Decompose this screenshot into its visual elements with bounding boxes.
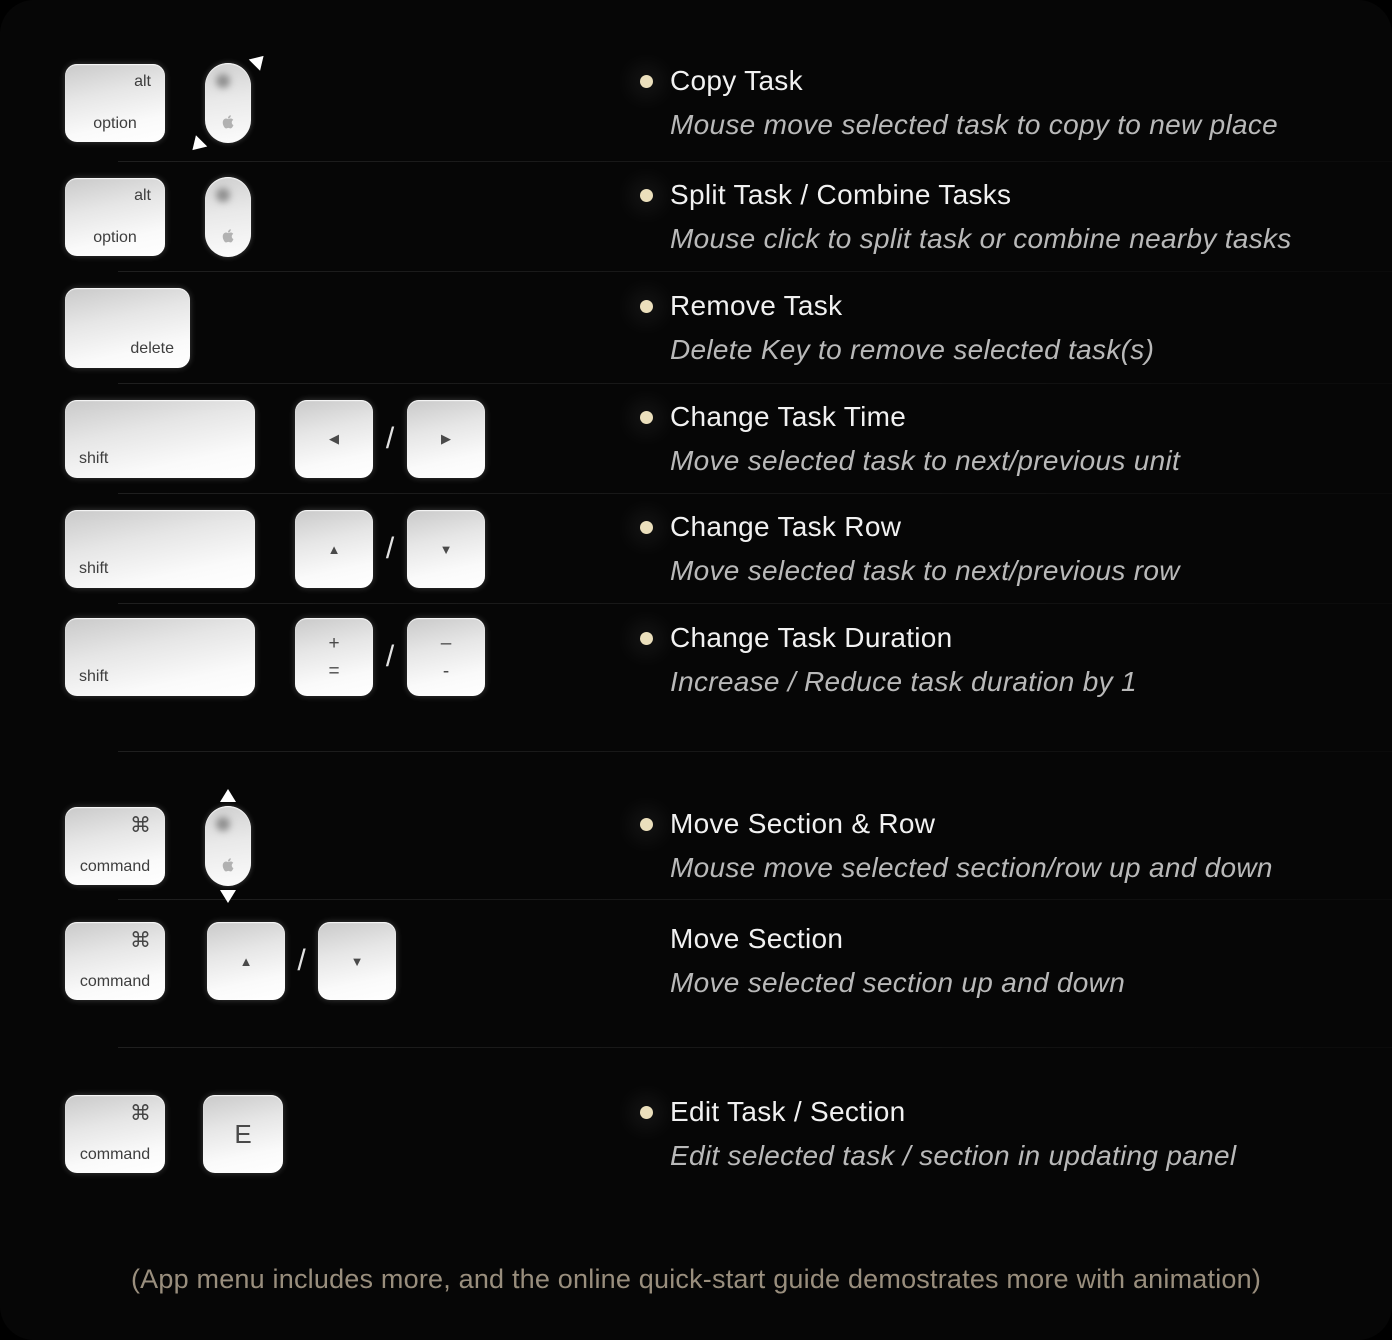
delete-key [65,288,190,368]
key-combo [65,400,640,478]
shortcut-title: Split Task / Combine Tasks [670,179,1012,210]
shortcut-subtitle: Mouse move selected task to copy to new place [670,109,1279,140]
up-arrow-key [295,510,373,588]
key-label: shift [79,560,109,577]
or-slash: / [385,640,395,673]
shortcut-row-move-section [0,900,1392,1048]
magic-mouse-icon [205,177,251,257]
shortcut-subtitle: Move selected section up and down [670,967,1126,998]
bullet-dot [640,1106,653,1119]
bullet-dot [640,632,653,645]
underscore-glyph: – [440,632,452,654]
mouse-scroll-dot [216,817,230,831]
shortcut-title: Change Task Duration [670,622,953,653]
shortcut-description [640,507,1392,591]
shortcut-description [640,1092,1392,1176]
up-arrow-icon: ▲ [239,953,253,969]
magic-mouse-icon [205,63,251,143]
bullet-dot [640,300,653,313]
magic-mouse-icon [205,806,251,886]
key-combo [65,177,640,257]
up-arrow-key [207,922,285,1000]
key-combo [65,618,640,696]
bullet-dot [640,818,653,831]
shortcut-row-split-task [0,162,1392,272]
key-label-top: alt [134,73,151,90]
shortcut-title: Move Section [670,923,844,954]
shortcut-title: Move Section & Row [670,808,936,839]
mouse-scroll-dot [216,74,230,88]
mouse-scroll-dot [216,188,230,202]
down-arrow-icon: ▼ [439,541,453,557]
down-arrow-key [407,510,485,588]
minus-glyph: - [442,660,450,682]
or-slash: / [297,944,306,977]
shortcut-row-copy-task [0,0,1392,162]
shortcut-description [640,397,1392,481]
shortcut-title: Change Task Row [670,511,902,542]
key-label-bottom: command [79,1146,151,1163]
shortcut-description [640,919,1392,1003]
down-arrow-key [318,922,396,1000]
command-symbol: ⌘ [130,814,151,837]
shortcut-subtitle: Move selected task to next/previous row [670,555,1180,586]
shortcut-title: Remove Task [670,290,843,321]
plus-glyph: + [328,632,340,654]
apple-logo-icon [222,115,234,129]
plus-equals-key [295,618,373,696]
command-key [65,922,165,1000]
drag-arrow-down-left-icon [187,135,208,156]
command-symbol: ⌘ [130,1102,151,1125]
up-arrow-icon: ▲ [327,541,341,557]
shortcut-subtitle: Mouse move selected section/row up and down [670,852,1273,883]
left-arrow-icon: ◀ [329,431,339,446]
shortcut-title: Change Task Time [670,401,907,432]
key-combo [65,922,640,1000]
or-slash: / [385,532,395,565]
bullet-dot [640,189,653,202]
shortcut-title: Copy Task [670,65,803,96]
bullet-dot [640,75,653,88]
shortcut-description [640,804,1392,888]
or-slash: / [385,422,395,455]
shift-key [65,400,255,478]
apple-logo-icon [222,858,234,872]
apple-logo-icon [222,229,234,243]
key-label-bottom: option [93,115,137,132]
key-combo [65,63,640,143]
key-combo [65,510,640,588]
key-label-bottom: command [79,973,151,990]
equals-glyph: = [328,660,340,682]
drag-arrow-up-icon [220,789,236,802]
shortcut-subtitle: Mouse click to split task or combine nearby tasks [670,223,1292,254]
key-combo [65,806,640,886]
command-symbol: ⌘ [130,929,151,952]
bullet-dot [640,521,653,534]
shortcut-row-remove-task [0,272,1392,384]
alt-option-key [65,64,165,142]
alt-option-key [65,178,165,256]
shortcut-subtitle: Move selected task to next/previous unit [670,445,1181,476]
shift-key [65,510,255,588]
key-label-bottom: option [93,229,137,246]
shortcut-description [640,175,1392,259]
shortcut-row-change-task-time [0,384,1392,494]
shortcut-subtitle: Increase / Reduce task duration by 1 [670,666,1137,697]
command-key [65,1095,165,1173]
shortcut-subtitle: Edit selected task / section in updating panel [670,1140,1237,1171]
key-label-top: alt [134,187,151,204]
right-arrow-icon: ▶ [441,431,451,446]
left-arrow-key [295,400,373,478]
key-label-bottom: command [79,858,151,875]
shortcut-description [640,618,1392,702]
shift-key [65,618,255,696]
shortcut-subtitle: Delete Key to remove selected task(s) [670,334,1155,365]
key-label: E [234,1118,252,1149]
minus-key [407,618,485,696]
shortcut-description [640,286,1392,370]
key-label: delete [130,340,174,357]
shortcut-description [640,61,1392,145]
down-arrow-icon: ▼ [350,953,364,969]
key-label: shift [79,450,109,467]
right-arrow-key [407,400,485,478]
shortcut-row-edit-task-section [0,1048,1392,1220]
e-key [203,1095,283,1173]
drag-arrow-up-right-icon [249,50,270,71]
command-key [65,807,165,885]
bullet-dot [640,411,653,424]
shortcut-title: Edit Task / Section [670,1096,906,1127]
key-label: shift [79,668,109,685]
key-combo [65,288,640,368]
shortcut-row-change-task-row [0,494,1392,604]
key-combo [65,1095,640,1173]
shortcut-row-move-section-and-row [0,752,1392,900]
shortcut-row-change-task-duration [0,604,1392,752]
footer-note: (App menu includes more, and the online quick-start guide demostrates more with animation) [130,1264,1262,1294]
